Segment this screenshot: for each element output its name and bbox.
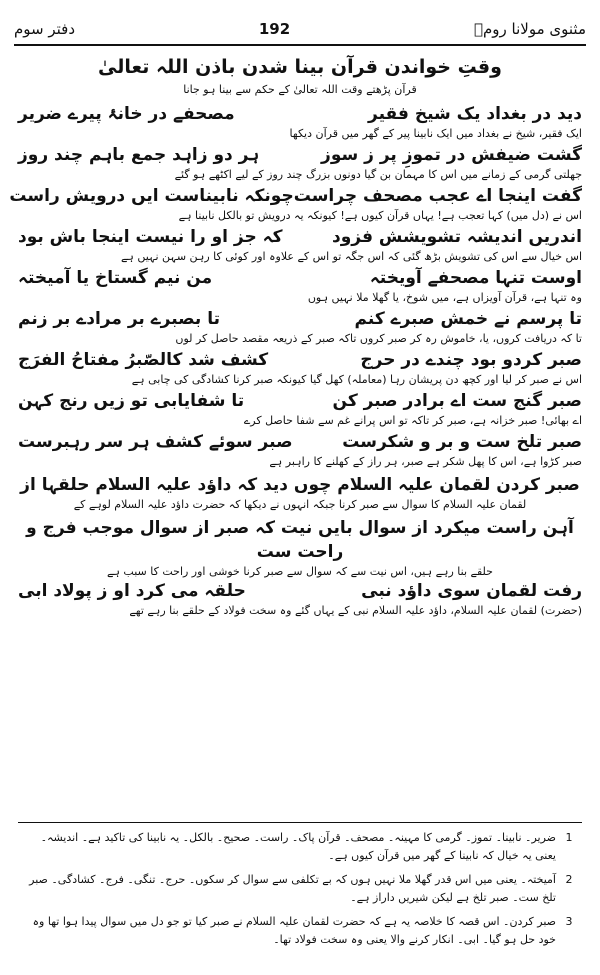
footnote-number: 1: [565, 831, 573, 844]
verse-left: تا شفایابی تو زیں رنج کہن: [18, 391, 245, 411]
section-heading-translation: لقمان علیہ السلام کا سوال سے صبر کرنا جبکہ انہوں نے دیکھا کہ حضرت داؤد علیہ السلام لوہے کے: [73, 498, 527, 511]
couplet: [18, 389, 582, 428]
verse-translation: اس نے (دل میں) کہا تعجب ہے! یہاں قرآن کیوں ہے! کیونکہ یہ درویش تو بالکل نابینا ہے: [178, 209, 582, 222]
verse-translation: جھلتی گرمی کے زمانے میں اس کا مہمان بن گیا دونوں بزرگ چند روز کے لیے اکٹھے ہو گئے: [174, 168, 582, 181]
verse-right: صبر تلخ ست و بر و شکرست: [342, 432, 582, 452]
page-number: 192: [258, 20, 291, 38]
verse-left: مصحفے در خانۂ پیرے ضریر: [18, 104, 235, 124]
couplet: [18, 266, 582, 305]
verse-translation: ایک فقیر، شیخ نے بغداد میں ایک نابینا پیر کے گھر میں قرآن دیکھا: [289, 127, 582, 140]
verse-left: کشف شد کالصّبرُ مفتاحُ الفرَج: [18, 350, 269, 370]
verse-left: صبر سوئے کشف ہر سر رہبرست: [18, 432, 293, 452]
verse-right: تا پرسم نے خمش صبرے کنم: [354, 309, 582, 329]
chapter-title: وقتِ خواندن قرآن بینا شدن باذن اللہ تعالیٰ: [98, 56, 502, 78]
verse-translation: صبر کڑوا ہے، اس کا پھل شکر ہے صبر، ہر راز کے کھلنے کا راہبر ہے: [269, 455, 582, 468]
verse-right: صبر گنج ست اے برادر صبر کن: [332, 391, 582, 411]
verse-left: کہ جز او را نیست اینجا باش بود: [18, 227, 283, 247]
couplet: [18, 579, 582, 618]
verse-translation: وہ تنہا ہے، قرآن آویزاں ہے، میں شوخ، یا گھلا ملا نہیں ہوں: [307, 291, 582, 304]
verse-left: تا بصبرے بر مرادے بر زنم: [18, 309, 220, 329]
footnote-number: 3: [565, 915, 573, 928]
section-heading: صبر کردن لقمان علیہ السلام چوں دید کہ داؤد علیہ السلام حلقہا از: [20, 475, 580, 495]
couplet: [18, 307, 582, 346]
verse-left: من نیم گستاخ یا آمیختہ: [18, 268, 213, 288]
verse-left: چونکہ نابیناست ایں درویش راست: [9, 186, 294, 206]
verse-translation: اے بھائی! صبر خزانہ ہے، صبر کر تاکہ تو اس پرانے غم سے شفا حاصل کرے: [243, 414, 582, 427]
footnote-text: آمیختہ۔ یعنی میں اس قدر گھلا ملا نہیں ہوں کہ بے تکلفی سے سوال کر سکوں۔ حرج۔ تنگی۔ فرج۔ کشادگی۔ صبر تلخ ست۔ صبر تلخ ہے لیکن شیریں داراز ہے۔: [29, 873, 556, 904]
verse-right: رفت لقمان سوی داؤد نبی: [361, 581, 582, 601]
verse-translation: اس خیال سے اس کی تشویش بڑھ گئی کہ اس جگہ تو اس کے علاوہ اور کوئی کا رہن سہن نہیں ہے: [120, 250, 582, 263]
verse-right: صبر کردو بود چندے در حرج: [360, 350, 582, 370]
verse-left: ہر دو زاہد جمع باہم چند روز: [18, 145, 260, 165]
verse-right: اندریں اندیشہ تشویشش فزود: [332, 227, 582, 247]
page-header: [14, 14, 586, 46]
chapter-title-translation: قرآن پڑھتے وقت اللہ تعالیٰ کے حکم سے بینا ہو جانا: [183, 83, 417, 96]
couplet: [18, 348, 582, 387]
verse-left: حلقہ می کرد او ز پولاد ابی: [18, 581, 246, 601]
footnote-number: 2: [565, 873, 573, 886]
footnote-text: ضریر۔ نابینا۔ تموز۔ گرمی کا مہینہ۔ مصحف۔ قرآن پاک۔ راست۔ صحیح۔ بالکل۔ یہ نابینا کی تاکید ہے۔ اندیشہ۔ یعنی یہ خیال کہ نابینا کے گھر میں قرآن کیوں ہے۔: [40, 831, 556, 862]
section-heading: آہن راست میکرد از سوال بایں نیت کہ صبر از سوال موجب فرج و راحت ست: [26, 518, 574, 562]
main-text: [9, 54, 582, 810]
volume-label: دفتر سوم: [14, 20, 76, 38]
footnotes: [18, 822, 582, 967]
verse-right: اوست تنہا مصحفے آویختہ: [369, 268, 582, 288]
couplet: [18, 225, 582, 264]
couplet: [9, 184, 582, 223]
verse-translation: تا کہ دریافت کروں، یا، خاموش رہ کر صبر کروں تاکہ صبر کے ذریعہ مقصد حاصل کر لوں: [175, 332, 582, 345]
verse-right: دید در بغداد یک شیخ فقیر: [368, 104, 582, 124]
couplet: [18, 430, 582, 469]
footnote: [18, 829, 582, 865]
verse-right: گفت اینجا اے عجب مصحف چراست: [293, 186, 582, 206]
verse-right: گشت ضیفش در تموزِ پر ز سوز: [321, 145, 582, 165]
footnote: [18, 871, 582, 907]
book-title: مثنوی مولانا رومؒ: [474, 20, 586, 38]
footnote: [18, 913, 582, 949]
footnote-text: صبر کردن۔ اس قصہ کا خلاصہ یہ ہے کہ حضرت لقمان علیہ السلام نے صبر کیا تو جو دل میں سوال پیدا ہوا تھا وہ خود حل ہو گیا۔ ابی۔ انکار کرنے والا یعنی وہ سخت فولاد تھا۔: [32, 915, 556, 946]
verse-translation: اس نے صبر کر لیا اور کچھ دن پریشان رہا (معاملہ) کھل گیا کیونکہ صبر کرنا کشادگی کی چابی ہے: [131, 373, 582, 386]
verse-translation: (حضرت) لقمان علیہ السلام، داؤد علیہ السلام نبی کے یہاں گئے وہ سخت فولاد کے حلقے بنا رہے تھے: [129, 604, 582, 617]
couplet: [18, 143, 582, 182]
couplet: [18, 102, 582, 141]
section-heading-translation: حلقے بنا رہے ہیں، اس نیت سے کہ سوال سے صبر کرنا خوشی اور راحت کا سبب ہے: [107, 565, 493, 578]
